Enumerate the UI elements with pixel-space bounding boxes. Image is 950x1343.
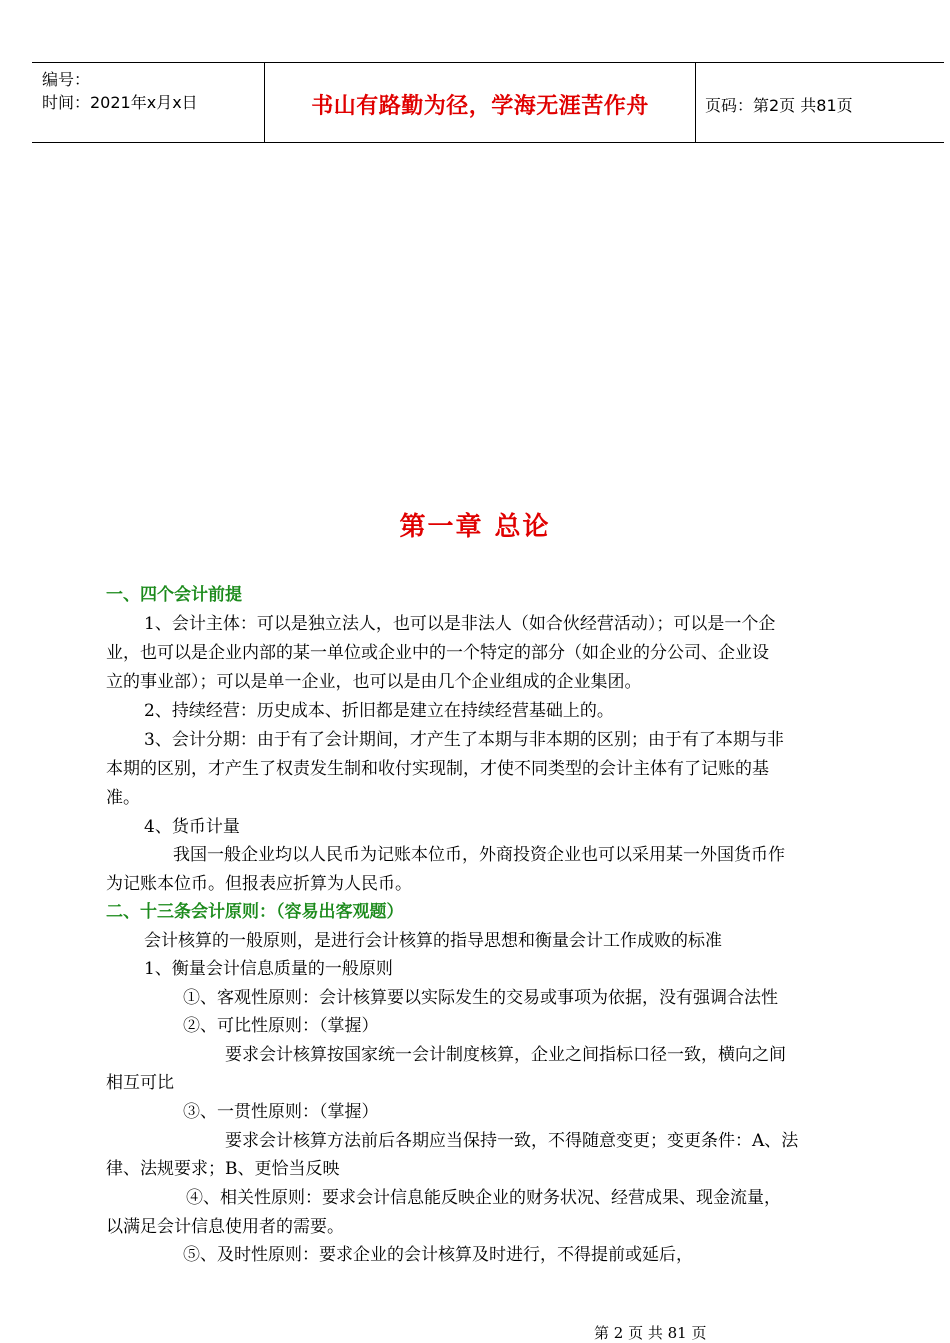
page-info: 页码：第2页 共81页 xyxy=(705,96,853,115)
paragraph-line: 相互可比 xyxy=(106,1073,174,1093)
paragraph-line: 1、会计主体：可以是独立法人，也可以是非法人（如合伙经营活动）；可以是一个企 xyxy=(144,614,776,634)
paragraph-line: 2、持续经营：历史成本、折旧都是建立在持续经营基础上的。 xyxy=(144,701,614,721)
paragraph-line: 要求会计核算按国家统一会计制度核算，企业之间指标口径一致，横向之间 xyxy=(225,1045,786,1065)
paragraph-line: 会计核算的一般原则，是进行会计核算的指导思想和衡量会计工作成败的标准 xyxy=(144,931,722,951)
motto-text: 书山有路勤为径，学海无涯苦作舟 xyxy=(311,94,649,119)
serial-number-label: 编号： xyxy=(42,70,91,89)
chapter-title: 第一章 总论 xyxy=(399,512,551,542)
page-footer: 第 2 页 共 81 页 xyxy=(594,1324,707,1342)
paragraph-line: 以满足会计信息使用者的需要。 xyxy=(106,1217,344,1237)
page-header xyxy=(32,62,944,143)
paragraph-line: 4、货币计量 xyxy=(144,817,240,837)
section-heading-1: 一、四个会计前提 xyxy=(106,585,242,605)
paragraph-line: ⑤、及时性原则：要求企业的会计核算及时进行，不得提前或延后， xyxy=(183,1245,693,1265)
paragraph-line: 准。 xyxy=(106,788,140,808)
header-motto-cell xyxy=(264,63,696,142)
paragraph-line: 3、会计分期：由于有了会计期间，才产生了本期与非本期的区别；由于有了本期与非 xyxy=(144,730,784,750)
paragraph-line: ④、相关性原则：要求会计信息能反映企业的财务状况、经营成果、现金流量， xyxy=(186,1188,781,1208)
header-left-cell xyxy=(32,63,264,142)
header-right-cell xyxy=(695,63,944,142)
paragraph-line: 1、衡量会计信息质量的一般原则 xyxy=(144,959,393,979)
paragraph-line: 立的事业部）；可以是单一企业，也可以是由几个企业组成的企业集团。 xyxy=(106,672,642,692)
paragraph-line: 要求会计核算方法前后各期应当保持一致，不得随意变更；变更条件：A、法 xyxy=(225,1131,799,1151)
date-label: 时间：2021年x月x日 xyxy=(42,93,198,112)
section-heading-2: 二、十三条会计原则：（容易出客观题） xyxy=(106,902,404,922)
paragraph-line: 我国一般企业均以人民币为记账本位币，外商投资企业也可以采用某一外国货币作 xyxy=(173,845,785,865)
paragraph-line: 本期的区别，才产生了权责发生制和收付实现制，才使不同类型的会计主体有了记账的基 xyxy=(106,759,769,779)
paragraph-line: ①、客观性原则：会计核算要以实际发生的交易或事项为依据，没有强调合法性 xyxy=(183,988,778,1008)
paragraph-line: 业，也可以是企业内部的某一单位或企业中的一个特定的部分（如企业的分公司、企业设 xyxy=(106,643,769,663)
paragraph-line: 为记账本位币。但报表应折算为人民币。 xyxy=(106,874,412,894)
paragraph-line: 律、法规要求；B、更恰当反映 xyxy=(106,1159,340,1179)
paragraph-line: ②、可比性原则：（掌握） xyxy=(183,1016,379,1036)
paragraph-line: ③、一贯性原则：（掌握） xyxy=(183,1102,379,1122)
